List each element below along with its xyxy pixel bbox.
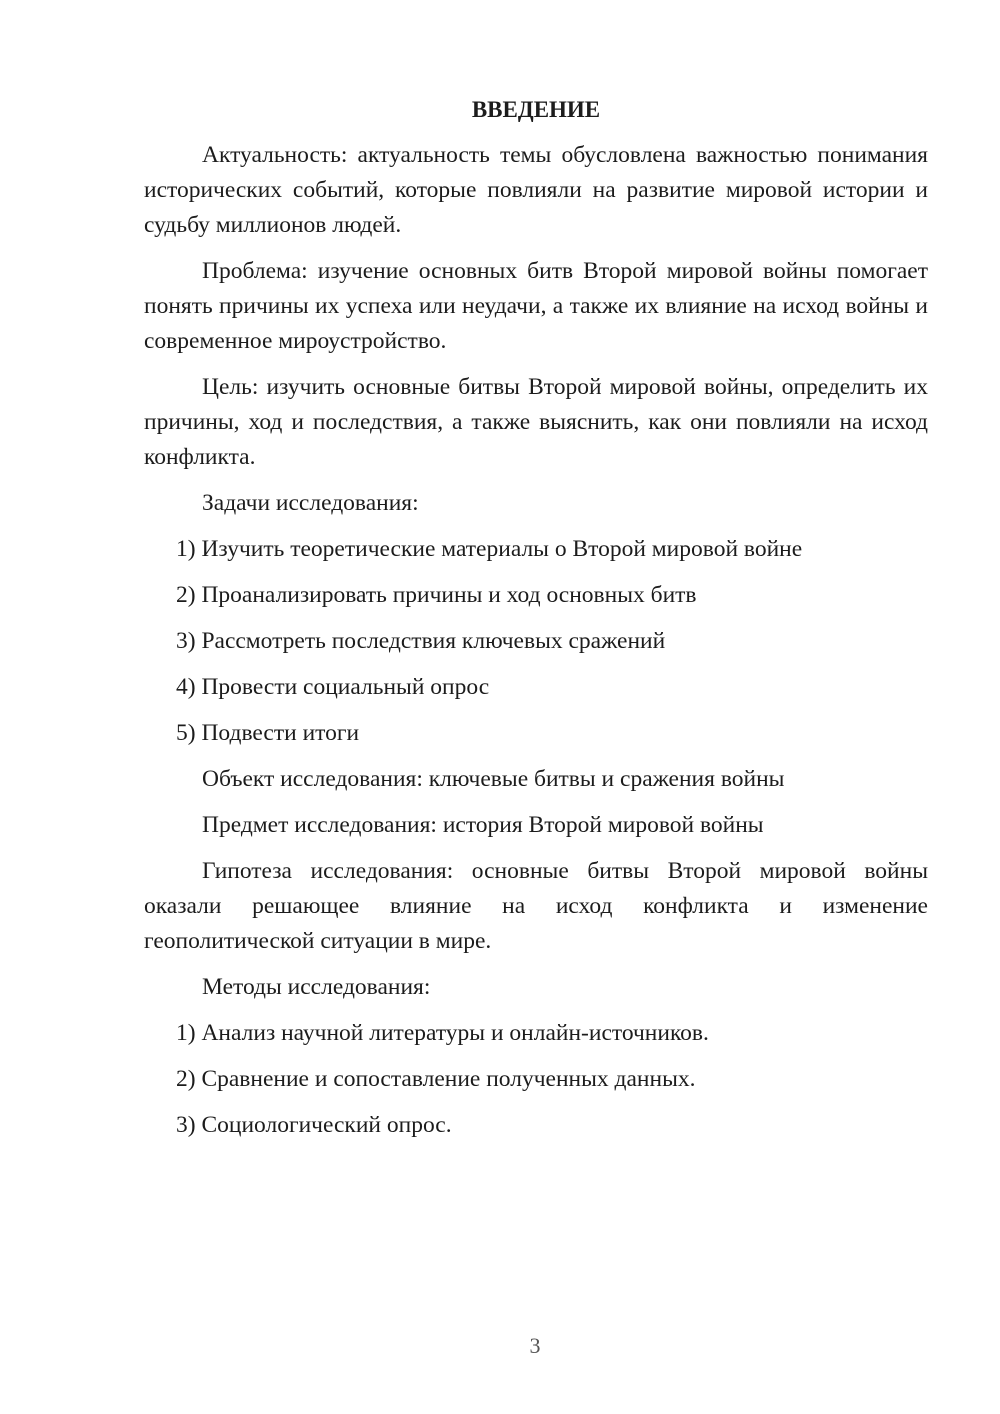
list-item: 4) Провести социальный опрос [176, 674, 490, 700]
list-item: 2) Проанализировать причины и ход основных битв [176, 582, 697, 608]
problem-paragraph: Проблема: изучение основных битв Второй мировой войны помогает понять причины их успеха или неудачи, а также их влияние на исход войны и современное мироустройство. [144, 258, 928, 354]
subject-line: Предмет исследования: история Второй мировой войны [202, 812, 764, 838]
methods-label: Методы исследования: [202, 974, 431, 1000]
tasks-list [144, 532, 928, 751]
relevance-paragraph: Актуальность: актуальность темы обусловлена важностью понимания исторических событий, которые повлияли на развитие мировой истории и судьбу миллионов людей. [144, 142, 928, 238]
page-content [144, 92, 928, 1154]
list-item: 3) Социологический опрос. [176, 1112, 452, 1138]
tasks-label: Задачи исследования: [202, 490, 419, 516]
goal-paragraph: Цель: изучить основные битвы Второй мировой войны, определить их причины, ход и последствия, а также выяснить, как они повлияли на исход конфликта. [144, 374, 928, 470]
section-heading: ВВЕДЕНИЕ [471, 97, 601, 122]
list-item: 1) Изучить теоретические материалы о Второй мировой войне [176, 536, 803, 562]
list-item: 1) Анализ научной литературы и онлайн-источников. [176, 1020, 709, 1046]
list-item: 3) Рассмотреть последствия ключевых сражений [176, 628, 666, 654]
methods-list [144, 1016, 928, 1143]
object-line: Объект исследования: ключевые битвы и сражения войны [202, 766, 785, 792]
list-item: 5) Подвести итоги [176, 720, 360, 746]
list-item: 2) Сравнение и сопоставление полученных данных. [176, 1066, 696, 1092]
hypothesis-paragraph: Гипотеза исследования: основные битвы Второй мировой войны оказали решающее влияние на исход конфликта и изменение геополитической ситуации в мире. [144, 858, 928, 954]
page-number: 3 [529, 1333, 541, 1358]
